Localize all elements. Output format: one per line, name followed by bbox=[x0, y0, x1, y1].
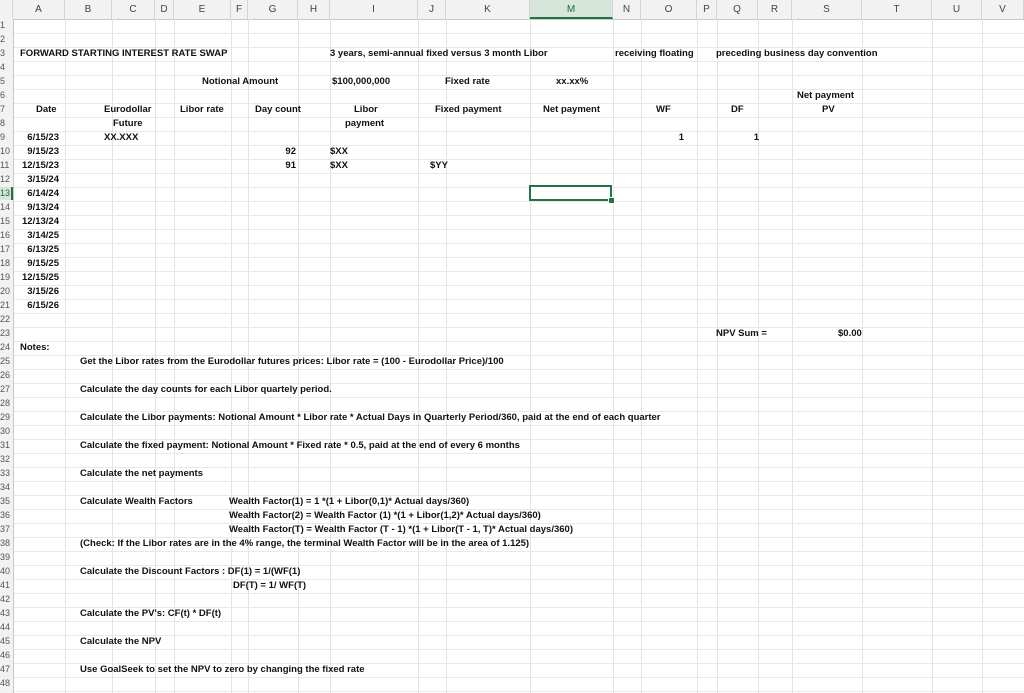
eurodollar-first[interactable]: XX.XXX bbox=[104, 132, 139, 143]
gridline bbox=[530, 19, 531, 693]
row-header-42[interactable]: 42 bbox=[0, 594, 11, 604]
date-cell[interactable]: 6/15/23 bbox=[27, 132, 59, 143]
gridline bbox=[13, 341, 1024, 342]
npv-sum-value[interactable]: $0.00 bbox=[838, 328, 862, 339]
date-cell[interactable]: 12/15/25 bbox=[22, 272, 59, 283]
gridline bbox=[13, 103, 1024, 104]
selected-cell-m13[interactable] bbox=[529, 185, 612, 201]
gridline bbox=[13, 271, 1024, 272]
column-header-j[interactable]: J bbox=[418, 0, 446, 19]
gridline bbox=[13, 677, 1024, 678]
date-cell[interactable]: 6/15/26 bbox=[27, 300, 59, 311]
wf-first[interactable]: 1 bbox=[678, 132, 684, 143]
gridline bbox=[697, 19, 698, 693]
gridline bbox=[862, 19, 863, 693]
row-header-10[interactable]: 10 bbox=[0, 146, 11, 156]
row-header-43[interactable]: 43 bbox=[0, 608, 11, 618]
row-header-11[interactable]: 11 bbox=[0, 160, 10, 170]
gridline bbox=[13, 397, 1024, 398]
header-net-payment: Net payment bbox=[543, 104, 601, 115]
row-header-30[interactable]: 30 bbox=[0, 426, 11, 436]
gridline bbox=[13, 691, 1024, 692]
select-all-corner[interactable] bbox=[0, 0, 13, 19]
row-header-1[interactable]: 1 bbox=[0, 20, 6, 30]
date-cell[interactable]: 6/14/24 bbox=[27, 188, 59, 199]
header-libor-payment-line2: payment bbox=[345, 118, 385, 129]
row-header-33[interactable]: 33 bbox=[0, 468, 11, 478]
header-wf: WF bbox=[656, 104, 671, 115]
header-net-pv-line1: Net payment bbox=[797, 90, 855, 101]
gridline bbox=[13, 33, 1024, 34]
row-header-5[interactable]: 5 bbox=[0, 76, 6, 86]
date-cell[interactable]: 3/14/25 bbox=[27, 230, 59, 241]
gridline bbox=[13, 257, 1024, 258]
gridline bbox=[13, 481, 1024, 482]
note-wft: Wealth Factor(T) = Wealth Factor (T - 1) *(1 + Libor(T - 1, T)* Actual days/360) bbox=[229, 524, 573, 535]
row-header-18[interactable]: 18 bbox=[0, 258, 11, 268]
row-header-29[interactable]: 29 bbox=[0, 412, 11, 422]
row-header-47[interactable]: 47 bbox=[0, 664, 11, 674]
row-header-20[interactable]: 20 bbox=[0, 286, 11, 296]
header-net-pv-line2: PV bbox=[822, 104, 835, 115]
gridline bbox=[13, 593, 1024, 594]
gridline bbox=[13, 131, 1024, 132]
gridline bbox=[13, 159, 1024, 160]
row-header-7[interactable]: 7 bbox=[0, 104, 6, 114]
gridline bbox=[613, 19, 614, 693]
note-net-payments: Calculate the net payments bbox=[80, 468, 204, 479]
column-header-r[interactable]: R bbox=[758, 0, 792, 19]
row-header-16[interactable]: 16 bbox=[0, 230, 11, 240]
gridline bbox=[13, 621, 1024, 622]
column-header-p[interactable]: P bbox=[697, 0, 717, 19]
row-header-27[interactable]: 27 bbox=[0, 384, 11, 394]
libor-payment-1[interactable]: $XX bbox=[330, 146, 348, 157]
date-cell[interactable]: 6/13/25 bbox=[27, 244, 59, 255]
sheet-title: FORWARD STARTING INTEREST RATE SWAP bbox=[20, 48, 228, 59]
column-header-q[interactable]: Q bbox=[717, 0, 758, 19]
row-header-22[interactable]: 22 bbox=[0, 314, 11, 324]
gridline bbox=[13, 89, 1024, 90]
column-header-bar bbox=[0, 0, 1024, 20]
column-header-h[interactable]: H bbox=[298, 0, 330, 19]
note-discount-factors: Calculate the Discount Factors : DF(1) = 1/(WF(1) bbox=[80, 566, 301, 577]
gridline bbox=[13, 327, 1024, 328]
row-header-3[interactable]: 3 bbox=[0, 48, 6, 58]
row-header-36[interactable]: 36 bbox=[0, 510, 11, 520]
day-count-1[interactable]: 92 bbox=[285, 146, 296, 157]
gridline bbox=[13, 243, 1024, 244]
gridline bbox=[932, 19, 933, 693]
row-header-34[interactable]: 34 bbox=[0, 482, 11, 492]
header-day-count: Day count bbox=[255, 104, 301, 115]
gridline bbox=[758, 19, 759, 693]
gridline bbox=[982, 19, 983, 693]
fixed-rate-label: Fixed rate bbox=[445, 76, 490, 87]
swap-terms: 3 years, semi-annual fixed versus 3 month Libor bbox=[330, 48, 548, 59]
date-cell[interactable]: 12/15/23 bbox=[22, 160, 59, 171]
row-header-46[interactable]: 46 bbox=[0, 650, 11, 660]
column-header-e[interactable]: E bbox=[174, 0, 231, 19]
gridline bbox=[13, 579, 1024, 580]
day-count-2[interactable]: 91 bbox=[285, 160, 296, 171]
column-header-n[interactable]: N bbox=[613, 0, 641, 19]
gridline bbox=[717, 19, 718, 693]
row-header-39[interactable]: 39 bbox=[0, 552, 11, 562]
gridline bbox=[792, 19, 793, 693]
gridline bbox=[13, 299, 1024, 300]
column-header-v[interactable]: V bbox=[982, 0, 1024, 19]
row-header-41[interactable]: 41 bbox=[0, 580, 11, 590]
column-header-a[interactable]: A bbox=[13, 0, 65, 19]
gridline bbox=[13, 425, 1024, 426]
fixed-payment-first[interactable]: $YY bbox=[430, 160, 448, 171]
row-header-45[interactable]: 45 bbox=[0, 636, 11, 646]
column-header-d[interactable]: D bbox=[155, 0, 174, 19]
date-cell[interactable]: 3/15/26 bbox=[27, 286, 59, 297]
header-fixed-payment: Fixed payment bbox=[435, 104, 502, 115]
gridline bbox=[13, 173, 1024, 174]
column-header-k[interactable]: K bbox=[446, 0, 530, 19]
date-cell[interactable]: 3/15/24 bbox=[27, 174, 59, 185]
fill-handle[interactable] bbox=[608, 197, 615, 204]
row-header-21[interactable]: 21 bbox=[0, 300, 11, 310]
row-header-37[interactable]: 37 bbox=[0, 524, 11, 534]
header-df: DF bbox=[731, 104, 744, 115]
gridline bbox=[13, 649, 1024, 650]
note-df-t: DF(T) = 1/ WF(T) bbox=[233, 580, 307, 591]
libor-payment-2[interactable]: $XX bbox=[330, 160, 348, 171]
note-pvs: Calculate the PV's: CF(t) * DF(t) bbox=[80, 608, 222, 619]
row-header-8[interactable]: 8 bbox=[0, 118, 6, 128]
column-header-f[interactable]: F bbox=[231, 0, 248, 19]
gridline bbox=[13, 145, 1024, 146]
row-header-26[interactable]: 26 bbox=[0, 370, 11, 380]
row-header-38[interactable]: 38 bbox=[0, 538, 11, 548]
header-libor-payment-line1: Libor bbox=[354, 104, 378, 115]
notional-value[interactable]: $100,000,000 bbox=[332, 76, 391, 87]
header-eurodollar-line2: Future bbox=[113, 118, 143, 129]
notes-label: Notes: bbox=[20, 342, 50, 353]
note-wf1: Wealth Factor(1) = 1 *(1 + Libor(0,1)* Actual days/360) bbox=[229, 496, 470, 507]
note-npv: Calculate the NPV bbox=[80, 636, 162, 647]
header-libor-rate: Libor rate bbox=[180, 104, 224, 115]
column-header-o[interactable]: O bbox=[641, 0, 697, 19]
row-header-28[interactable]: 28 bbox=[0, 398, 11, 408]
row-header-bar bbox=[0, 19, 14, 693]
header-date: Date bbox=[36, 104, 57, 115]
gridline bbox=[13, 117, 1024, 118]
date-cell[interactable]: 12/13/24 bbox=[22, 216, 59, 227]
note-libor-rates: Get the Libor rates from the Eurodollar futures prices: Libor rate = (100 - Eurodollar Price)/100 bbox=[80, 356, 504, 367]
business-day-convention: preceding business day convention bbox=[716, 48, 878, 59]
row-header-14[interactable]: 14 bbox=[0, 202, 11, 212]
date-cell[interactable]: 9/13/24 bbox=[27, 202, 59, 213]
fixed-rate-value[interactable]: xx.xx% bbox=[556, 76, 589, 87]
column-header-b[interactable]: B bbox=[65, 0, 112, 19]
row-header-4[interactable]: 4 bbox=[0, 62, 6, 72]
row-header-15[interactable]: 15 bbox=[0, 216, 11, 226]
npv-sum-label: NPV Sum = bbox=[716, 328, 767, 339]
header-eurodollar-line1: Eurodollar bbox=[104, 104, 152, 115]
receiving-floating: receiving floating bbox=[615, 48, 694, 59]
gridline bbox=[13, 453, 1024, 454]
row-header-40[interactable]: 40 bbox=[0, 566, 11, 576]
row-header-2[interactable]: 2 bbox=[0, 34, 6, 44]
column-header-i[interactable]: I bbox=[330, 0, 418, 19]
row-header-35[interactable]: 35 bbox=[0, 496, 11, 506]
gridline bbox=[13, 201, 1024, 202]
gridline bbox=[13, 229, 1024, 230]
note-libor-payments: Calculate the Libor payments: Notional Amount * Libor rate * Actual Days in Quarterly Period/360, paid at the end of each quarter bbox=[80, 412, 661, 423]
gridline bbox=[641, 19, 642, 693]
column-header-u[interactable]: U bbox=[932, 0, 982, 19]
date-cell[interactable]: 9/15/25 bbox=[27, 258, 59, 269]
gridline bbox=[13, 285, 1024, 286]
row-header-44[interactable]: 44 bbox=[0, 622, 11, 632]
gridline bbox=[65, 19, 66, 693]
row-header-48[interactable]: 48 bbox=[0, 678, 11, 688]
column-header-g[interactable]: G bbox=[248, 0, 298, 19]
column-header-t[interactable]: T bbox=[862, 0, 932, 19]
gridline bbox=[13, 313, 1024, 314]
note-day-counts: Calculate the day counts for each Libor quartely period. bbox=[80, 384, 332, 395]
row-header-12[interactable]: 12 bbox=[0, 174, 11, 184]
row-header-25[interactable]: 25 bbox=[0, 356, 11, 366]
date-cell[interactable]: 9/15/23 bbox=[27, 146, 59, 157]
gridline bbox=[13, 215, 1024, 216]
notional-label: Notional Amount bbox=[202, 76, 279, 87]
gridline bbox=[13, 551, 1024, 552]
row-header-13[interactable]: 13 bbox=[0, 187, 13, 200]
row-header-23[interactable]: 23 bbox=[0, 328, 11, 338]
row-header-19[interactable]: 19 bbox=[0, 272, 11, 282]
gridline bbox=[13, 635, 1024, 636]
note-check: (Check: If the Libor rates are in the 4% range, the terminal Wealth Factor will be in the area of 1.125) bbox=[80, 538, 530, 549]
note-goalseek: Use GoalSeek to set the NPV to zero by changing the fixed rate bbox=[80, 664, 365, 675]
note-wealth-factors: Calculate Wealth Factors bbox=[80, 496, 193, 507]
column-header-c[interactable]: C bbox=[112, 0, 155, 19]
row-header-31[interactable]: 31 bbox=[0, 440, 11, 450]
df-first[interactable]: 1 bbox=[753, 132, 759, 143]
column-header-s[interactable]: S bbox=[792, 0, 862, 19]
gridline bbox=[13, 61, 1024, 62]
row-header-17[interactable]: 17 bbox=[0, 244, 11, 254]
row-header-9[interactable]: 9 bbox=[0, 132, 6, 142]
gridline bbox=[13, 187, 1024, 188]
row-header-24[interactable]: 24 bbox=[0, 342, 11, 352]
note-fixed-payment: Calculate the fixed payment: Notional Amount * Fixed rate * 0.5, paid at the end of every 6 months bbox=[80, 440, 520, 451]
row-header-6[interactable]: 6 bbox=[0, 90, 6, 100]
gridline bbox=[13, 369, 1024, 370]
column-header-m[interactable]: M bbox=[530, 0, 613, 19]
row-header-32[interactable]: 32 bbox=[0, 454, 11, 464]
gridline bbox=[13, 75, 1024, 76]
note-wf2: Wealth Factor(2) = Wealth Factor (1) *(1 + Libor(1,2)* Actual days/360) bbox=[229, 510, 541, 521]
